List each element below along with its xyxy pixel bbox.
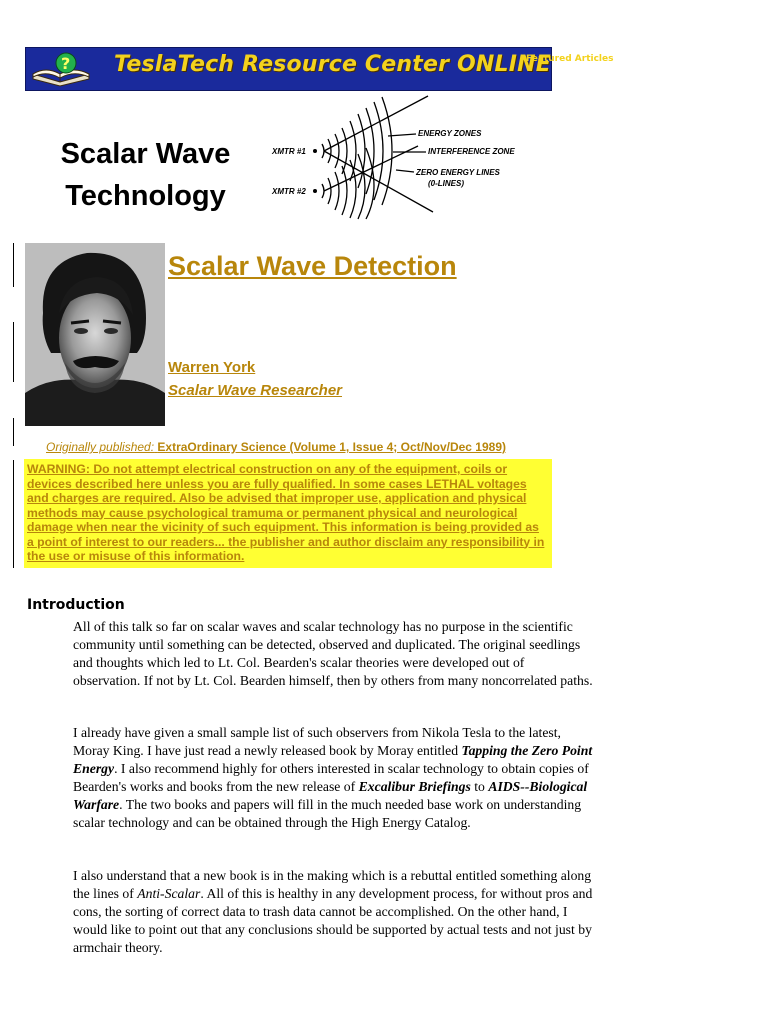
page-title-line1: Scalar Wave [60, 138, 231, 170]
article-title-link[interactable]: Scalar Wave Detection [168, 251, 457, 281]
diagram-label-xmtr2: XMTR #2 [272, 187, 306, 196]
banner-side-text[interactable]: Featured Articles [526, 54, 614, 64]
diagram-label-interference-zone: INTERFERENCE ZONE [428, 147, 515, 156]
author-photo [25, 243, 165, 426]
diagram-label-xmtr1: XMTR #1 [272, 147, 306, 156]
section-heading: Introduction [27, 597, 125, 613]
warning-box[interactable]: WARNING: Do not attempt electrical construction on any of the equipment, coils or devices described here unless you are fully qualified. In some cases LETHAL voltages and charges are required. Also be advised that improper use, application and physical methods may cause psychological tramuma or permanent physical and neurological damage when near the vicinity of such equipment. This information is being provided as a point of interest to our readers... the publisher and author disclaim any responsibility in the use or misuse of this information. [24, 459, 552, 568]
svg-text:?: ? [61, 54, 71, 73]
scalar-wave-diagram [268, 94, 558, 219]
diagram-label-zero-energy-lines: ZERO ENERGY LINES [416, 168, 500, 177]
paragraph-2 [73, 724, 593, 832]
paragraph-2-text: to [470, 779, 489, 794]
author-role-link[interactable]: Scalar Wave Researcher [168, 382, 343, 399]
margin-mark [13, 460, 14, 568]
published-info-link[interactable] [46, 440, 506, 454]
published-label: Originally published: [46, 440, 155, 454]
published-source: ExtraOrdinary Science (Volume 1, Issue 4; Oct/Nov/Dec 1989) [157, 440, 506, 454]
book-title: Excalibur Briefings [358, 779, 471, 794]
paragraph-3-text: . All of this is healthy in any development process, for without pros and cons, the sorting of correct data to trash data cannot be accomplished. On the other hand, I would like to point out that any conclusions should be supported by actual tests and not just by armchair theory. [73, 886, 593, 955]
paragraph-1: All of this talk so far on scalar waves and scalar technology has no purpose in the scientific community until something can be detected, observed and duplicated. The original seedlings and thoughts which led to Lt. Col. Bearden's scalar theories were developed out of observation. If not by Lt. Col. Bearden himself, then by others from many noncorrelated paths. [73, 619, 593, 688]
margin-mark [13, 418, 14, 446]
paragraph-2-text: . The two books and papers will fill in the much needed base work on understanding scalar technology and can be obtained through the High Energy Catalog. [73, 797, 582, 830]
paragraph-3-text: I also understand that a new book is in the making which is a rebuttal entitled something along the lines of [73, 868, 592, 901]
site-banner[interactable] [25, 47, 614, 91]
paragraph-2-text: . I also recommend highly for others interested in scalar technology to obtain copies of Bearden's works and books from the new release of [73, 761, 589, 794]
diagram-label-zero-lines: (0-LINES) [428, 179, 464, 188]
paragraph-3 [73, 867, 593, 957]
paragraph-2-text: I already have given a small sample list of such observers from Nikola Tesla to the latest, Moray King. I have just read a newly released book by Moray entitled [73, 725, 561, 758]
page-title [28, 133, 263, 217]
page-title-line2: Technology [65, 180, 226, 212]
book-title: AIDS--Biological Warfare [73, 779, 588, 812]
diagram-label-energy-zones: ENERGY ZONES [418, 129, 482, 138]
margin-mark [13, 243, 14, 287]
book-title: Tapping the Zero Point Energy [73, 743, 593, 776]
margin-mark [13, 322, 14, 382]
banner-title: TeslaTech Resource Center ONLINE [114, 52, 551, 77]
author-name-link[interactable]: Warren York [168, 359, 256, 376]
book-title: Anti-Scalar [137, 886, 201, 901]
book-question-icon [30, 52, 92, 86]
